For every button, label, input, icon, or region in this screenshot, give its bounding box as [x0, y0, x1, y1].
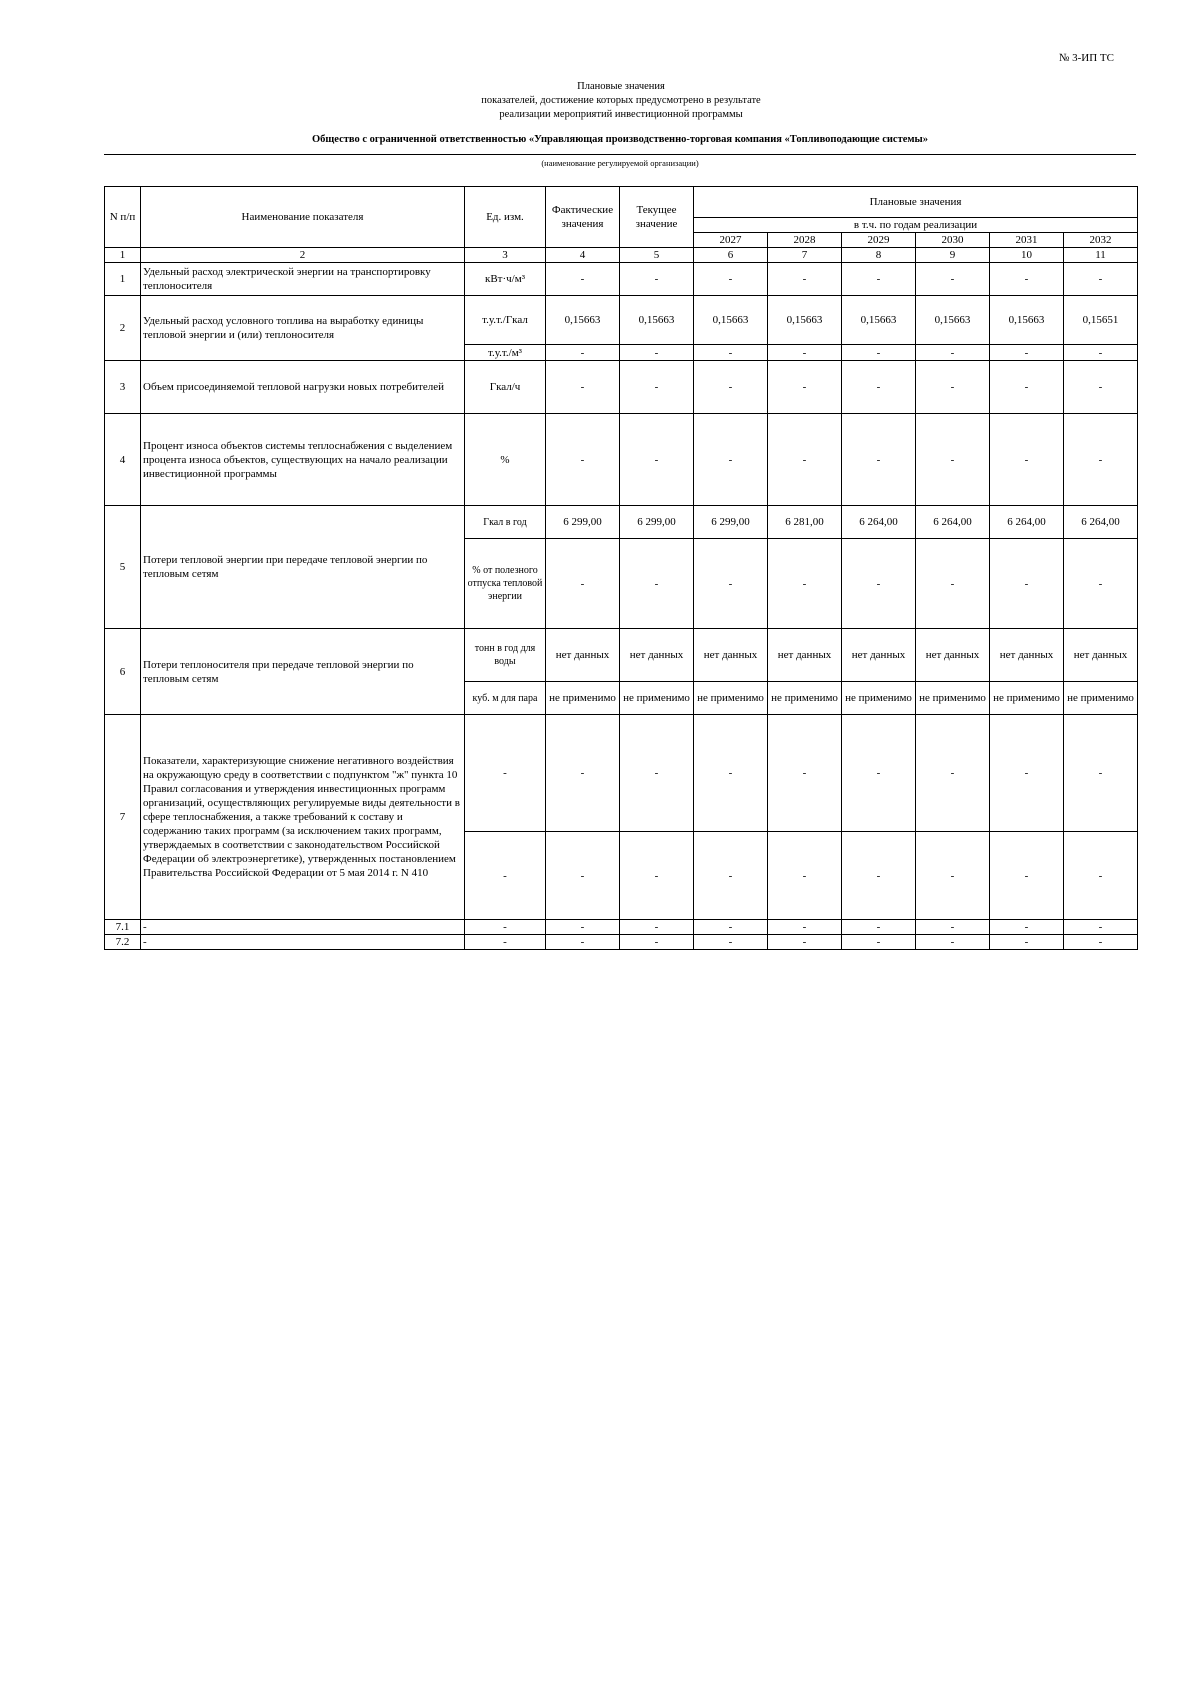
value-cell: - — [990, 414, 1064, 506]
value-cell: - — [694, 414, 768, 506]
value-cell: не применимо — [1064, 682, 1138, 715]
value-cell: - — [916, 361, 990, 414]
year-header-cell: 2032 — [1064, 233, 1138, 248]
unit-cell: - — [465, 832, 546, 920]
unit-cell: куб. м для пара — [465, 682, 546, 715]
planned-values-table — [104, 186, 1138, 950]
column-number-cell: 3 — [465, 248, 546, 263]
column-number-cell: 2 — [141, 248, 465, 263]
indicator-name-cell: Потери теплоносителя при передаче тепловой энергии по тепловым сетям — [141, 629, 465, 715]
value-cell: 0,15663 — [546, 296, 620, 345]
value-cell: - — [842, 361, 916, 414]
value-cell: - — [620, 263, 694, 296]
value-cell: 0,15663 — [620, 296, 694, 345]
value-cell: - — [1064, 935, 1138, 950]
row-number-cell: 4 — [105, 414, 141, 506]
value-cell: - — [842, 935, 916, 950]
value-cell: - — [620, 832, 694, 920]
value-cell: - — [694, 345, 768, 361]
value-cell: - — [1064, 345, 1138, 361]
unit-cell: кВт·ч/м³ — [465, 263, 546, 296]
value-cell: - — [916, 263, 990, 296]
value-cell: - — [1064, 361, 1138, 414]
value-cell: не применимо — [768, 682, 842, 715]
column-number-cell: 1 — [105, 248, 141, 263]
row-number-cell: 3 — [105, 361, 141, 414]
indicator-name-cell: Объем присоединяемой тепловой нагрузки новых потребителей — [141, 361, 465, 414]
column-number-cell: 6 — [694, 248, 768, 263]
value-cell: - — [768, 539, 842, 629]
value-cell: не применимо — [916, 682, 990, 715]
header-cell: Фактические значения — [546, 187, 620, 248]
value-cell: 0,15663 — [842, 296, 916, 345]
value-cell: - — [990, 715, 1064, 832]
value-cell: - — [768, 414, 842, 506]
value-cell: не применимо — [546, 682, 620, 715]
value-cell: - — [546, 263, 620, 296]
value-cell: - — [546, 345, 620, 361]
unit-cell: % — [465, 414, 546, 506]
column-number-cell: 4 — [546, 248, 620, 263]
row-number-cell: 6 — [105, 629, 141, 715]
value-cell: - — [768, 935, 842, 950]
header-cell: Ед. изм. — [465, 187, 546, 248]
value-cell: - — [916, 935, 990, 950]
value-cell: 6 264,00 — [990, 506, 1064, 539]
organization-underline — [104, 154, 1136, 155]
table-row — [105, 296, 1138, 345]
value-cell: - — [546, 715, 620, 832]
value-cell: - — [990, 361, 1064, 414]
row-number-cell: 1 — [105, 263, 141, 296]
table-row — [105, 361, 1138, 414]
year-header-cell: 2030 — [916, 233, 990, 248]
value-cell: нет данных — [768, 629, 842, 682]
unit-cell: т.у.т./Гкал — [465, 296, 546, 345]
column-number-cell: 10 — [990, 248, 1064, 263]
value-cell: 6 264,00 — [916, 506, 990, 539]
column-number-row — [105, 248, 1138, 263]
value-cell: - — [768, 345, 842, 361]
indicator-name-cell: Потери тепловой энергии при передаче тепловой энергии по тепловым сетям — [141, 506, 465, 629]
value-cell: нет данных — [546, 629, 620, 682]
column-number-cell: 7 — [768, 248, 842, 263]
table-row — [105, 935, 1138, 950]
header-cell: Наименование показателя — [141, 187, 465, 248]
table-row — [105, 920, 1138, 935]
row-number-cell: 2 — [105, 296, 141, 361]
value-cell: - — [990, 935, 1064, 950]
value-cell: нет данных — [990, 629, 1064, 682]
value-cell: - — [694, 361, 768, 414]
document-number: № 3-ИП ТС — [1058, 52, 1114, 64]
value-cell: - — [1064, 832, 1138, 920]
value-cell: - — [842, 832, 916, 920]
value-cell: нет данных — [694, 629, 768, 682]
value-cell: - — [620, 539, 694, 629]
value-cell: - — [916, 345, 990, 361]
organization-caption: (наименование регулируемой организации) — [541, 158, 699, 168]
value-cell: - — [842, 715, 916, 832]
value-cell: - — [546, 414, 620, 506]
value-cell: - — [694, 920, 768, 935]
header-cell: Плановые значения — [694, 187, 1138, 218]
value-cell: нет данных — [620, 629, 694, 682]
heading-line: Плановые значения — [577, 81, 665, 92]
column-number-cell: 9 — [916, 248, 990, 263]
value-cell: - — [990, 832, 1064, 920]
value-cell: - — [990, 263, 1064, 296]
value-cell: нет данных — [916, 629, 990, 682]
unit-cell: Гкал в год — [465, 506, 546, 539]
value-cell: - — [1064, 715, 1138, 832]
value-cell: - — [694, 832, 768, 920]
value-cell: не применимо — [620, 682, 694, 715]
value-cell: - — [694, 263, 768, 296]
value-cell: - — [546, 935, 620, 950]
value-cell: 6 264,00 — [842, 506, 916, 539]
value-cell: - — [916, 414, 990, 506]
value-cell: - — [916, 832, 990, 920]
value-cell: - — [990, 345, 1064, 361]
year-header-cell: 2029 — [842, 233, 916, 248]
value-cell: - — [620, 345, 694, 361]
row-number-cell: 5 — [105, 506, 141, 629]
value-cell: - — [1064, 263, 1138, 296]
value-cell: - — [768, 715, 842, 832]
value-cell: 6 264,00 — [1064, 506, 1138, 539]
value-cell: - — [1064, 920, 1138, 935]
indicator-name-cell: Процент износа объектов системы теплоснабжения с выделением процента износа объектов, существующих на начало реализации инвестиционной программы — [141, 414, 465, 506]
value-cell: не применимо — [990, 682, 1064, 715]
value-cell: - — [620, 715, 694, 832]
unit-cell: % от полезного отпуска тепловой энергии — [465, 539, 546, 629]
header-cell: Текущее значение — [620, 187, 694, 248]
value-cell: 0,15651 — [1064, 296, 1138, 345]
indicator-name-cell: Удельный расход электрической энергии на транспортировку теплоносителя — [141, 263, 465, 296]
year-header-cell: 2027 — [694, 233, 768, 248]
value-cell: - — [768, 832, 842, 920]
column-number-cell: 11 — [1064, 248, 1138, 263]
table-row — [105, 414, 1138, 506]
value-cell: - — [694, 715, 768, 832]
value-cell: - — [694, 935, 768, 950]
value-cell: - — [768, 361, 842, 414]
value-cell: - — [916, 920, 990, 935]
value-cell: - — [842, 920, 916, 935]
row-number-cell: 7.1 — [105, 920, 141, 935]
document-heading — [0, 80, 1200, 122]
value-cell: - — [842, 345, 916, 361]
value-cell: - — [768, 920, 842, 935]
value-cell: 0,15663 — [916, 296, 990, 345]
organization-name: Общество с ограниченной ответственностью «Управляющая производственно-торговая компания «Топливоподающие системы» — [312, 134, 928, 145]
value-cell: 6 299,00 — [620, 506, 694, 539]
header-cell: в т.ч. по годам реализации — [694, 218, 1138, 233]
unit-cell: - — [465, 935, 546, 950]
value-cell: - — [842, 263, 916, 296]
heading-line: показателей, достижение которых предусмотрено в результате — [481, 95, 761, 106]
value-cell: - — [990, 539, 1064, 629]
value-cell: - — [546, 539, 620, 629]
value-cell: - — [990, 920, 1064, 935]
value-cell: - — [546, 920, 620, 935]
value-cell: 0,15663 — [694, 296, 768, 345]
unit-cell: тонн в год для воды — [465, 629, 546, 682]
year-header-cell: 2031 — [990, 233, 1064, 248]
value-cell: - — [768, 263, 842, 296]
value-cell: 0,15663 — [990, 296, 1064, 345]
value-cell: - — [546, 832, 620, 920]
value-cell: - — [1064, 414, 1138, 506]
value-cell: 0,15663 — [768, 296, 842, 345]
value-cell: - — [620, 414, 694, 506]
value-cell: - — [842, 539, 916, 629]
value-cell: - — [546, 361, 620, 414]
value-cell: - — [1064, 539, 1138, 629]
unit-cell: - — [465, 715, 546, 832]
indicator-name-cell: Удельный расход условного топлива на выработку единицы тепловой энергии и (или) теплоносителя — [141, 296, 465, 361]
row-number-cell: 7.2 — [105, 935, 141, 950]
header-cell: N п/п — [105, 187, 141, 248]
unit-cell: - — [465, 920, 546, 935]
table-row — [105, 715, 1138, 832]
value-cell: - — [620, 361, 694, 414]
indicator-name-cell: Показатели, характеризующие снижение негативного воздействия на окружающую среду в соответствии с подпунктом "ж" пункта 10 Правил согласования и утверждения инвестиционных программ организаций, осуществляющих регулируемые виды деятельности в сфере теплоснабжения, а также требований к составу и содержанию таких программ (за исключением таких программ, утверждаемых в соответствии с законодательством Российской Федерации об электроэнергетике), утвержденных постановлением Правительства Российской Федерации от 5 мая 2014 г. N 410 — [141, 715, 465, 920]
value-cell: 6 281,00 — [768, 506, 842, 539]
column-number-cell: 5 — [620, 248, 694, 263]
value-cell: нет данных — [1064, 629, 1138, 682]
value-cell: не применимо — [694, 682, 768, 715]
indicator-name-cell: - — [141, 920, 465, 935]
table-row — [105, 506, 1138, 539]
indicator-name-cell: - — [141, 935, 465, 950]
value-cell: - — [916, 715, 990, 832]
table-row — [105, 263, 1138, 296]
value-cell: 6 299,00 — [546, 506, 620, 539]
value-cell: - — [694, 539, 768, 629]
value-cell: нет данных — [842, 629, 916, 682]
header-row — [105, 187, 1138, 218]
unit-cell: Гкал/ч — [465, 361, 546, 414]
value-cell: - — [620, 935, 694, 950]
unit-cell: т.у.т./м³ — [465, 345, 546, 361]
value-cell: не применимо — [842, 682, 916, 715]
value-cell: - — [916, 539, 990, 629]
value-cell: 6 299,00 — [694, 506, 768, 539]
value-cell: - — [842, 414, 916, 506]
row-number-cell: 7 — [105, 715, 141, 920]
table-row — [105, 629, 1138, 682]
column-number-cell: 8 — [842, 248, 916, 263]
value-cell: - — [620, 920, 694, 935]
heading-line: реализации мероприятий инвестиционной программы — [499, 109, 743, 120]
year-header-cell: 2028 — [768, 233, 842, 248]
